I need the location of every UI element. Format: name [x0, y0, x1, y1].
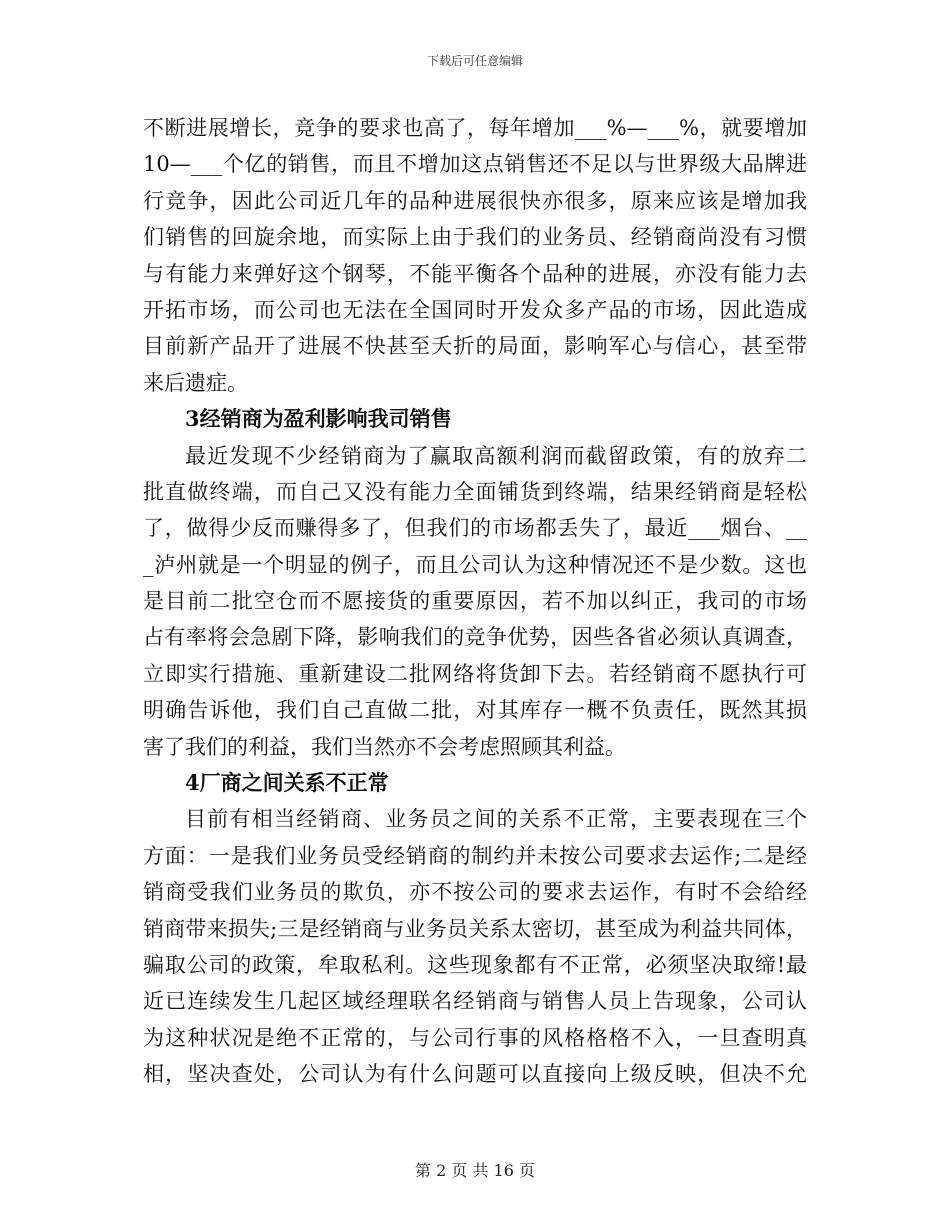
- text-line: 不断进展增长，竞争的要求也高了，每年增加___%—___%，就要增加: [143, 116, 807, 140]
- text-line: 销商带来损失;三是经销商与业务员关系太密切，甚至成为利益共同体，: [143, 916, 807, 941]
- section-4-paragraph: [143, 801, 807, 1092]
- text-line: 是目前二批空仓而不愿接货的重要原因，若不加以纠正，我司的市场: [143, 589, 807, 614]
- text-line: _泸州就是一个明显的例子，而且公司认为这种情况还不是少数。这也: [143, 552, 807, 577]
- text-line: 近已连续发生几起区域经理联名经销商与销售人员上告现象，公司认: [143, 989, 807, 1014]
- text-line: 目前新产品开了进展不快甚至夭折的局面，影响军心与信心，甚至带: [143, 334, 807, 359]
- text-line: 了，做得少反而赚得多了，但我们的市场都丢失了，最近___烟台、__: [143, 516, 807, 541]
- text-line: 立即实行措施、重新建设二批网络将货卸下去。若经销商不愿执行可: [143, 661, 807, 686]
- text-line: 相，坚决查处，公司认为有什么问题可以直接向上级反映，但决不允: [143, 1062, 807, 1087]
- text-line: 明确告诉他，我们自己直做二批，对其库存一概不负责任，既然其损: [143, 698, 807, 723]
- text-line: 来后遗症。: [143, 370, 248, 395]
- section-heading-4: 4厂商之间关系不正常: [185, 770, 389, 796]
- text-line: 开拓市场，而公司也无法在全国同时开发众多产品的市场，因此造成: [143, 297, 807, 322]
- text-line: 销商受我们业务员的欺负，亦不按公司的要求去运作，有时不会给经: [143, 880, 807, 905]
- text-line: 们销售的回旋余地，而实际上由于我们的业务员、经销商尚没有习惯: [143, 225, 807, 250]
- text-line: 10—___个亿的销售，而且不增加这点销售还不足以与世界级大品牌进: [143, 152, 807, 177]
- paragraph-continued: [143, 110, 807, 401]
- text-line: 目前有相当经销商、业务员之间的关系不正常，主要表现在三个: [185, 807, 807, 832]
- document-body: [143, 110, 807, 1093]
- text-line: 批直做终端，而自己又没有能力全面铺货到终端，结果经销商是轻松: [143, 479, 807, 504]
- section-3-paragraph: [143, 438, 807, 766]
- text-line: 行竞争，因此公司近几年的品种进展很快亦很多，原来应该是增加我: [143, 188, 807, 213]
- section-heading-3: 3经销商为盈利影响我司销售: [185, 406, 452, 432]
- text-line: 骗取公司的政策，牟取私利。这些现象都有不正常，必须坚决取缔!最: [143, 952, 807, 977]
- text-line: 最近发现不少经销商为了赢取高额利润而截留政策，有的放弃二: [185, 443, 807, 468]
- text-line: 方面：一是我们业务员受经销商的制约并未按公司要求去运作;二是经: [143, 843, 807, 868]
- text-line: 为这种状况是绝不正常的，与公司行事的风格格格不入，一旦查明真: [143, 1025, 807, 1050]
- page-header: 下载后可任意编辑: [426, 54, 523, 68]
- text-line: 害了我们的利益，我们当然亦不会考虑照顾其利益。: [143, 734, 626, 759]
- text-line: 与有能力来弹好这个钢琴，不能平衡各个品种的进展，亦没有能力去: [143, 261, 807, 286]
- page-number: 第 2 页 共 16 页: [415, 1161, 535, 1180]
- text-line: 占有率将会急剧下降，影响我们的竞争优势，因些各省必须认真调查，: [143, 625, 807, 650]
